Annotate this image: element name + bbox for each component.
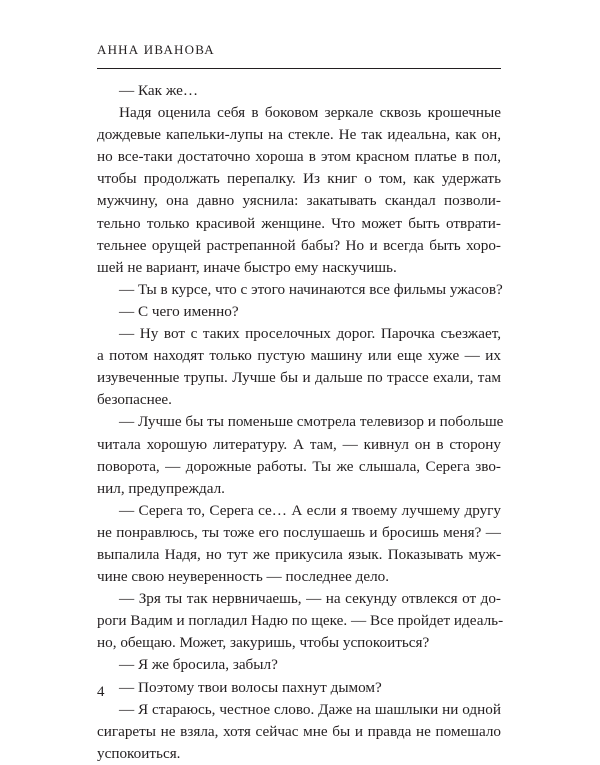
text-line: — Зря ты так нервничаешь, — на секунду отвлекся от до- [119, 590, 501, 608]
text-line: сигареты не взяла, хотя сейчас мне бы и правда не помешало [97, 722, 501, 740]
text-line: — Поэтому твои волосы пахнут дымом? [119, 678, 382, 696]
header-rule [97, 68, 501, 69]
text-line: — Я стараюсь, честное слово. Даже на шашлыки ни одной [119, 700, 501, 718]
text-line: чине свою неуверенность — последнее дело. [97, 568, 390, 586]
text-line: но, обещаю. Может, закуришь, чтобы успокоиться? [97, 634, 430, 652]
text-line: — Ну вот с таких проселочных дорог. Парочка съезжает, [119, 325, 501, 343]
text-line: мужчину, она давно уяснила: закатывать скандал позволи- [97, 192, 501, 210]
page-number: 4 [97, 684, 105, 700]
text-line: а потом находят только пустую машину или еще хуже — их [97, 347, 501, 365]
text-line: изувеченные трупы. Лучше бы и дальше по трассе ехали, там [97, 369, 501, 387]
text-line: роги Вадим и погладил Надю по щеке. — Все пройдет идеаль- [97, 612, 504, 630]
text-line: но все-таки достаточно хороша в этом красном платье в пол, [97, 148, 501, 166]
text-line: — С чего именно? [119, 302, 239, 320]
text-line: шей не вариант, иначе быстро ему наскучишь. [97, 258, 397, 276]
text-line: безопаснее. [97, 391, 172, 409]
text-line: — Я же бросила, забыл? [119, 656, 278, 674]
text-line: — Лучше бы ты поменьше смотрела телевизор и побольше [119, 413, 504, 431]
text-line: — Ты в курсе, что с этого начинаются все фильмы ужасов? [119, 280, 503, 298]
text-line: — Как же… [119, 82, 199, 99]
text-line: нил, предупреждал. [97, 479, 225, 497]
text-line: дождевые капельки-лупы на стекле. Не так идеальна, как он, [97, 126, 501, 144]
text-line: тельно только красивой женщине. Что может быть отврати- [97, 214, 501, 232]
text-line: чтобы продолжать перепалку. Из книг о том, как удержать [97, 170, 501, 188]
running-head-author: АННА ИВАНОВА [97, 42, 215, 57]
text-line: тельнее орущей растрепанной бабы? Но и всегда быть хоро- [97, 236, 501, 254]
text-line: поворота, — дорожные работы. Ты же слышала, Серега зво- [97, 457, 501, 475]
text-line: выпалила Надя, но тут же прикусила язык. Показывать муж- [97, 545, 501, 563]
text-line: — Серега то, Серега се… А если я твоему лучшему другу [119, 501, 501, 519]
text-line: Надя оценила себя в боковом зеркале сквозь крошечные [119, 104, 501, 122]
text-line: не понравлюсь, ты тоже его послушаешь и бросишь меня? — [97, 523, 501, 541]
body-text [97, 80, 504, 765]
text-line: успокоиться. [97, 744, 181, 762]
text-line: читала хорошую литературу. А там, — кивнул он в сторону [97, 435, 501, 453]
